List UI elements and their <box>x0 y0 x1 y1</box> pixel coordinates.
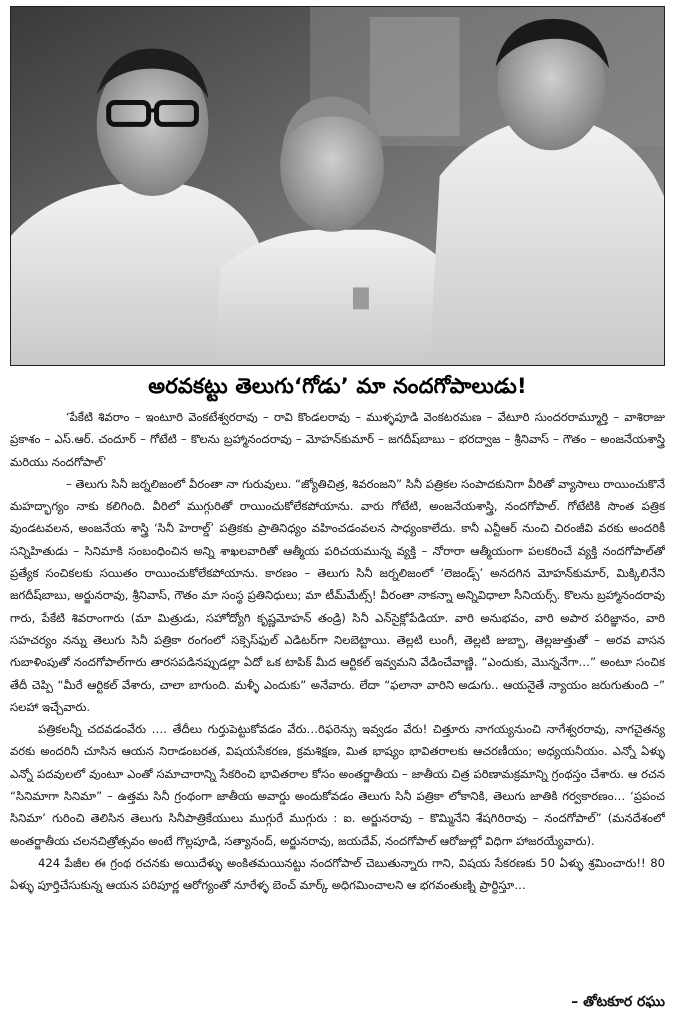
article-headline: అరవకట్టు తెలుగు‘గోడు’ మా నందగోపాలుడు! <box>148 374 527 398</box>
article-paragraph: 424 పేజీల ఈ గ్రంథ రచనకు అయిదేళ్ళు అంకితమయినట్టు నందగోపాల్‌ చెబుతున్నారు గాని, విషయ సేకరణకు 50 ఏళ్ళు శ్రమించారు!! 80 ఏళ్ళు పూర్తిచేసుకున్న ఆయన పరిపూర్ణ ఆరోగ్యంతో నూరేళ్ళ బెంచ్‌ మార్క్‌ అధిగమించాలని ఆ భగవంతుణ్ని ప్రార్ధిస్తూ… <box>10 855 665 893</box>
author-signature: – తోటకూర రఘు <box>571 994 665 1010</box>
article-paragraph: పత్రికలన్నీ చదవడంవేరు …. తేదీలు గుర్తుపెట్టుకోవడం వేరు…రిఫరెన్సు ఇవ్వడం వేరు! చిత్తూరు నాగయ్యనుంచి నాగేశ్వరరావు, నాగచైతన్య వరకు అందరినీ చూసిన ఆయన నిరాడంబరత, విషయసేకరణ, క్రమశిక్షణ, మిత భాష్యం భావితరాలకు ఆచరణీయం; అధ్యయనీయం. ఎన్నో ఏళ్ళు ఎన్నో పదవులలో వుంటూ ఎంతో సమాచారాన్ని సేకరించి భావితరాల కోసం అంతర్జాతీయ – జాతీయ చిత్ర పరిణామక్రమాన్ని గ్రంథస్తం చేశారు. ఆ రచన “సినిమాగా సినిమా” – ఉత్తమ సినీ గ్రంథంగా జాతీయ అవార్డు అందుకోవడం తెలుగు సినీ పత్రికా లోకానికి, తెలుగు జాతికి గర్వకారణం… ‘ప్రపంచ సినిమా’ గురించి తెలిసిన తెలుగు సినీపాత్రికేయులు ముగ్గురే ముగ్గురు : ఐ. అర్జునరావు – కొమ్మినేని శేషగిరిరావు – నందగోపాల్‌” (మనదేశంలో అంతర్జాతీయ చలనచిత్రోత్సవం అంటే గొల్లపూడి, సత్యానంద్‌, అర్జునరావు, జయదేవ్‌, నందగోపాల్‌ ఆరోజుల్లో విధిగా హాజరయ్యేవారు). <box>10 722 665 848</box>
article-body <box>10 406 665 976</box>
article-photo <box>10 6 665 366</box>
three-men-portrait-photo-icon <box>11 7 664 365</box>
article-paragraph: ‘పేకేటి శివరాం – ఇంటూరి వెంకటేశ్వరరావు – రావి కొండలరావు – ముళ్ళపూడి వెంకటరమణ – వేటూరి సుందరరామ్మూర్తి – వాశిరాజు ప్రకాశం – ఎస్‌.ఆర్‌. చందూర్‌ – గోటేటి – కొలను బ్రహ్మానందరావు – మోహన్‌కుమార్‌ – జగదీష్‌బాబు – భరద్వాజ – శ్రీనివాస్‌ – గౌతం – అంజనేయశాస్త్రి మరియు నందగోపాల్‌’ <box>10 410 665 469</box>
article-paragraph: – తెలుగు సినీ జర్నలిజంలో వీరంతా నా గురువులు. “జ్యోతిచిత్ర, శివరంజని” సినీ పత్రికల సంపాదకునిగా వీరితో వ్యాసాలు రాయించుకొనే మహద్భాగ్యం నాకు కలిగింది. వీరిలో ముగ్గురితో రాయించుకోలేకపోయాను. వారు గోటేటి, అంజనేయశాస్త్రి, నందగోపాల్‌. గోటేటికి సొంత పత్రిక వుండటవలన, అంజనేయ శాస్త్రి ‘సినీ హెరాల్డ్‌’ పత్రికకు ప్రాతినిధ్యం వహించడంవలన సాధ్యంకాలేదు. కానీ ఎన్టీఆర్‌ నుంచి చిరంజీవి వరకు అందరికీ సన్నిహితుడు – సినిమాకి సంబంధించిన అన్ని శాఖలవారితో ఆత్మీయ పరిచయమున్న వ్యక్తి – నోరారా ఆత్మీయంగా పలకరించే వ్యక్తి నందగోపాల్‌తో ప్రత్యేక సంచికలకు సయితం రాయించుకోలేకపోయాను. కారణం – తెలుగు సినీ జర్నలిజంలో ‘లెజండ్స్‌’ అనదగిన మోహన్‌కుమార్‌, మిక్కిలినేని జగదీష్‌బాబు, అర్జునరావు, శ్రీనివాస్‌, గౌతం మా సంస్థ ప్రతినిధులు; మా టీమ్‌మేట్స్‌! వీరంతా నాకన్నా అన్నివిధాలా సీనియర్స్‌. కొలను బ్రహ్మానందరావు గారు, పేకేటి శివరాంగారు (మా మిత్రుడు, సహోద్యోగి కృష్ణమోహన్‌ తండ్రి) సినీ ఎన్‌సైక్లోపేడియా. వారి అనుభవం, వారి అపార పరిజ్ఞానం, వారి సహచర్యం నన్ను తెలుగు సినీ పత్రికా రంగంలో సక్సెస్‌ఫుల్‌ ఎడిటర్‌గా నిలబెట్టాయి. తెల్లటి లుంగీ, తెల్లటి జుబ్బా, తెల్లజుత్తుతో – అరవ వాసన గుబాళింపుతో నందగోపాల్‌గారు తారసపడినప్పుడల్లా ఏదో ఒక టాపిక్‌ మీద ఆర్టికల్‌ ఇవ్వమని వేడించేవాణ్ణి. “ఎందుకు, మొన్ననేగా…” అంటూ సంచిక తేదీ చెప్పి “మీరే ఆర్టికల్‌ వేశారు, చాలా బాగుంది. మళ్ళీ ఎందుకు” అనేవారు. లేదా “ఫలానా వారిని అడుగు.. ఆయనైతే న్యాయం జరుగుతుంది –” సలహా ఇచ్చేవారు. <box>10 476 665 714</box>
